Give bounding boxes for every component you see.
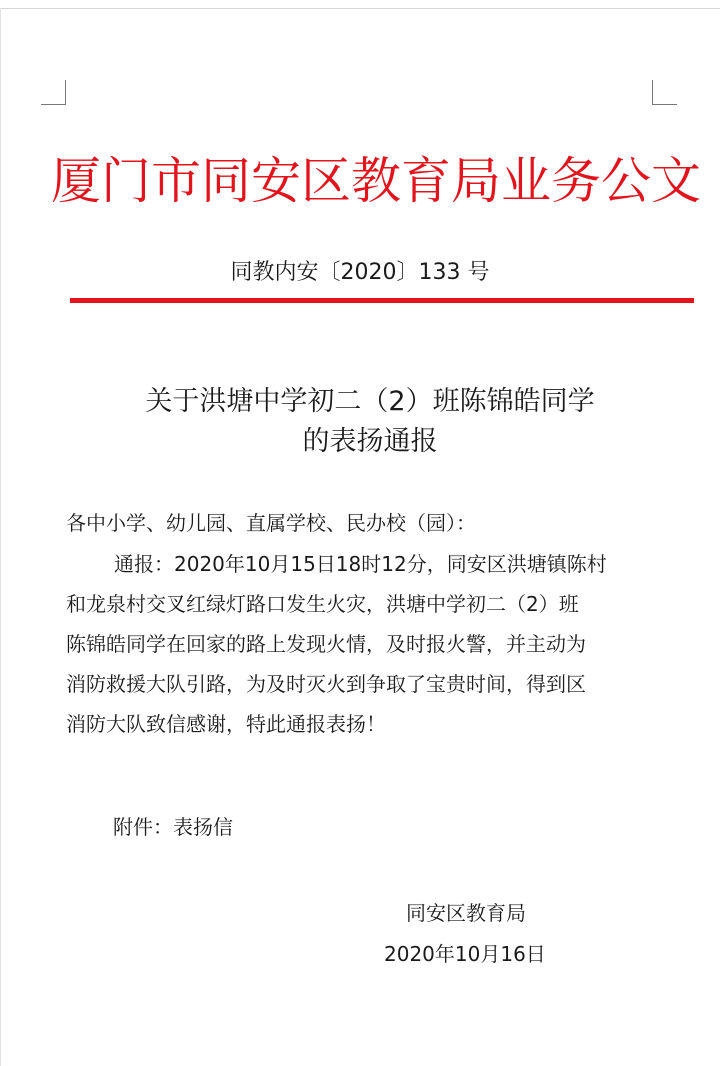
page-top-border	[0, 8, 720, 9]
margin-corner-mark-left	[41, 80, 66, 105]
notice-title-line-2: 的表扬通报	[302, 426, 438, 457]
notice-body	[66, 544, 666, 744]
notice-title-line-1: 关于洪塘中学初二（2）班陈锦皓同学	[145, 386, 595, 417]
agency-header-title: 厦门市同安区教育局业务公文	[51, 152, 701, 210]
signing-date: 2020年10月16日	[384, 942, 546, 966]
notice-title	[0, 382, 720, 462]
body-line-1: 通报：2020年10月15日18时12分，同安区洪塘镇陈村	[114, 552, 607, 576]
body-line-5: 消防大队致信感谢，特此通报表扬！	[66, 712, 386, 736]
margin-corner-mark-right	[652, 80, 677, 105]
body-line-3: 陈锦皓同学在回家的路上发现火情，及时报火警，并主动为	[66, 632, 586, 656]
signer-name: 同安区教育局	[406, 901, 526, 925]
header-red-divider	[70, 298, 694, 303]
addressee-line: 各中小学、幼儿园、直属学校、民办校（园）：	[66, 511, 476, 535]
attachment-note: 附件：表扬信	[113, 815, 233, 839]
body-line-4: 消防救援大队引路，为及时灭火到争取了宝贵时间，得到区	[66, 672, 586, 696]
body-line-2: 和龙泉村交叉红绿灯路口发生火灾，洪塘中学初二（2）班	[66, 592, 579, 616]
document-number: 同教内安〔2020〕133 号	[230, 260, 490, 285]
